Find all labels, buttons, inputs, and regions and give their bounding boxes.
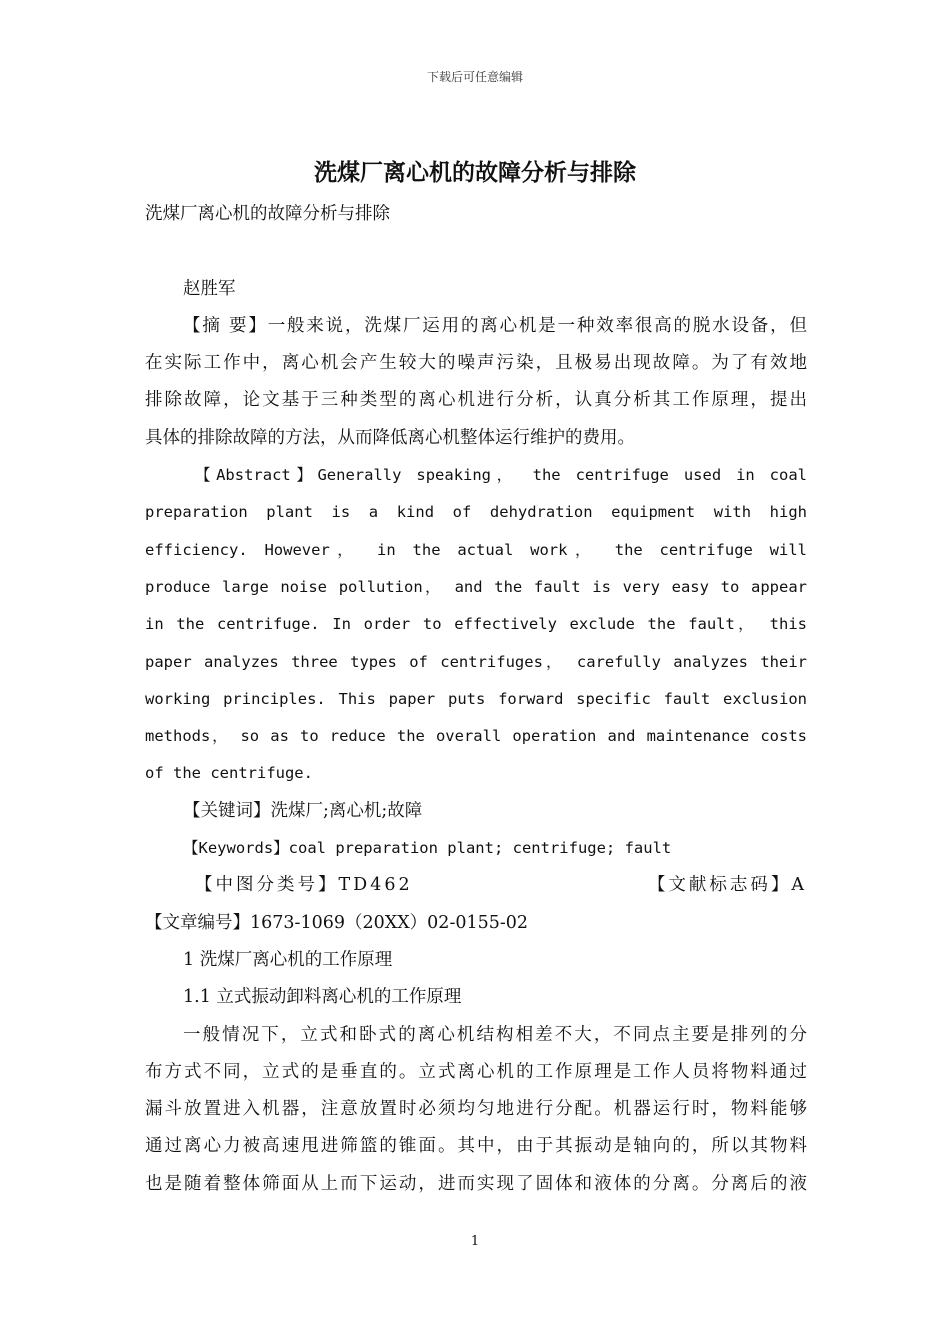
article-number: 【文章编号】1673-1069（20XX）02-0155-02 — [145, 912, 529, 933]
abstract-cn-line: 在实际工作中，离心机会产生较大的噪声污染，且极易出现故障。为了有效地 — [145, 353, 807, 374]
body-line: 通过离心力被高速甩进筛篮的锥面。其中，由于其振动是轴向的，所以其物料 — [145, 1136, 807, 1157]
classification-row — [145, 867, 807, 904]
subsection-heading: 1.1 立式振动卸料离心机的工作原理 — [183, 987, 462, 1008]
abstract-en-line: methods， so as to reduce the overall operation and maintenance costs — [145, 727, 807, 746]
abstract-cn-line: 具体的排除故障的方法，从而降低离心机整体运行维护的费用。 — [145, 427, 635, 448]
keywords-en: 【Keywords】coal preparation plant; centrifuge; fault — [183, 839, 672, 858]
abstract-en-line: of the centrifuge. — [145, 764, 313, 783]
abstract-en-line: in the centrifuge. In order to effectively exclude the fault， this — [145, 615, 807, 634]
body-line: 布方式不同，立式的是垂直的。立式离心机的工作原理是工作人员将物料通过 — [145, 1061, 807, 1082]
classification-code: 【中图分类号】TD462 — [195, 875, 413, 896]
abstract-en-line: paper analyzes three types of centrifuges， carefully analyzes their — [145, 652, 807, 671]
document-code: 【文献标志码】A — [647, 875, 807, 896]
abstract-en-line: preparation plant is a kind of dehydration equipment with high — [145, 503, 807, 522]
page-header: 下载后可任意编辑 — [426, 70, 523, 84]
abstract-en-line: working principles. This paper puts forward specific fault exclusion — [145, 689, 807, 708]
abstract-en-line: efficiency. However， in the actual work， the centrifuge will — [145, 540, 807, 559]
page-number: 1 — [470, 1234, 480, 1249]
subtitle: 洗煤厂离心机的故障分析与排除 — [145, 204, 390, 224]
abstract-cn-line: 排除故障，论文基于三种类型的离心机进行分析，认真分析其工作原理，提出 — [145, 390, 807, 411]
abstract-cn-line: 【摘 要】一般来说，洗煤厂运用的离心机是一种效率很高的脱水设备，但 — [183, 315, 807, 336]
section-heading: 1 洗煤厂离心机的工作原理 — [183, 949, 393, 970]
abstract-en-line: 【Abstract】Generally speaking， the centrifuge used in coal — [195, 466, 807, 485]
document-title: 洗煤厂离心机的故障分析与排除 — [314, 159, 636, 186]
author: 赵胜军 — [183, 278, 236, 299]
body-line: 也是随着整体筛面从上而下运动，进而实现了固体和液体的分离。分离后的液 — [145, 1173, 807, 1194]
keywords-cn: 【关键词】洗煤厂;离心机;故障 — [183, 800, 423, 821]
document-body — [145, 196, 807, 1203]
body-line: 一般情况下，立式和卧式的离心机结构相差不大，不同点主要是排列的分 — [183, 1024, 807, 1045]
abstract-en-line: produce large noise pollution， and the fault is very easy to appear — [145, 577, 807, 596]
body-line: 漏斗放置进入机器，注意放置时必须均匀地进行分配。机器运行时，物料能够 — [145, 1099, 807, 1120]
